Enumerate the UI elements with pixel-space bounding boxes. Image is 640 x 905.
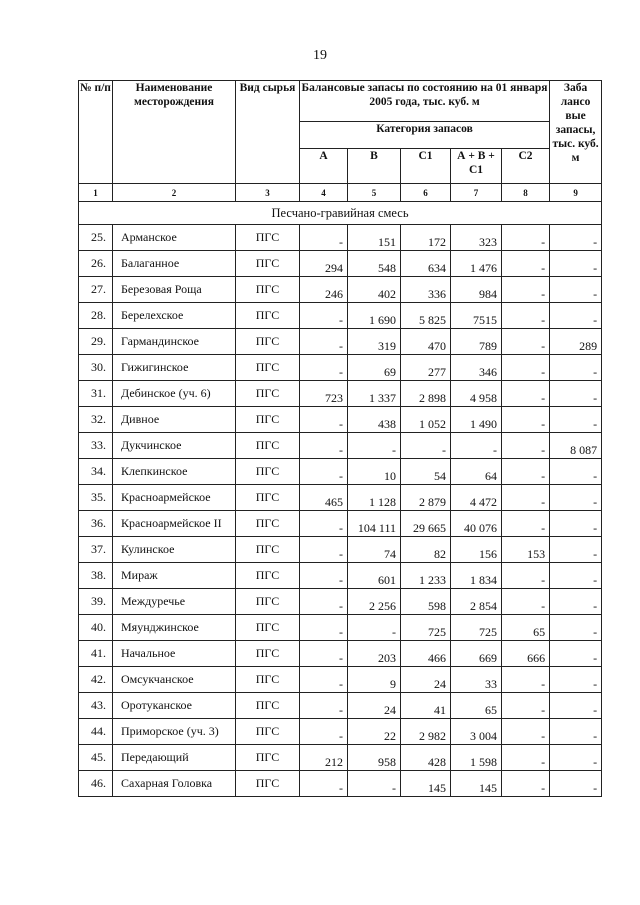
row-number: 36. [79,511,113,537]
deposit-name: Междуречье [113,589,236,615]
row-number: 31. [79,381,113,407]
raw-material-type: ПГС [236,381,300,407]
value-c2: - [502,745,550,771]
value-abc1: 1 490 [451,407,502,433]
table-row [79,771,602,797]
raw-material-type: ПГС [236,511,300,537]
header-num: № п/п [79,81,113,184]
value-b: 402 [348,277,401,303]
value-abc1: 3 004 [451,719,502,745]
value-a: - [300,537,348,563]
raw-material-type: ПГС [236,303,300,329]
value-c2: - [502,329,550,355]
value-c1: 277 [401,355,451,381]
col-number: 2 [113,184,236,202]
value-offbalance: - [550,537,602,563]
value-c1: - [401,433,451,459]
value-abc1: 65 [451,693,502,719]
value-a: - [300,693,348,719]
deposit-name: Красноармейское II [113,511,236,537]
deposits-table [78,80,602,797]
raw-material-type: ПГС [236,277,300,303]
value-c2: - [502,511,550,537]
header-c1: С1 [401,149,451,184]
deposit-name: Сахарная Головка [113,771,236,797]
value-b: 2 256 [348,589,401,615]
value-offbalance: - [550,303,602,329]
value-abc1: 33 [451,667,502,693]
value-a: - [300,771,348,797]
raw-material-type: ПГС [236,589,300,615]
raw-material-type: ПГС [236,459,300,485]
row-number: 27. [79,277,113,303]
value-b: - [348,615,401,641]
row-number: 33. [79,433,113,459]
table-row [79,225,602,251]
value-offbalance: - [550,667,602,693]
row-number: 39. [79,589,113,615]
col-number: 3 [236,184,300,202]
header-name: Наименование месторождения [113,81,236,184]
page-number: 19 [313,48,327,63]
table-row [79,693,602,719]
value-a: - [300,303,348,329]
value-c2: - [502,485,550,511]
value-b: 203 [348,641,401,667]
value-c1: 5 825 [401,303,451,329]
value-offbalance: - [550,225,602,251]
value-c1: 466 [401,641,451,667]
value-abc1: 1 476 [451,251,502,277]
value-c1: 1 052 [401,407,451,433]
raw-material-type: ПГС [236,771,300,797]
value-offbalance: - [550,589,602,615]
section-title: Песчано-гравийная смесь [79,202,602,225]
value-abc1: 789 [451,329,502,355]
value-abc1: 1 834 [451,563,502,589]
value-a: 294 [300,251,348,277]
value-offbalance: - [550,511,602,537]
value-c2: - [502,251,550,277]
deposit-name: Кулинское [113,537,236,563]
value-c2: - [502,303,550,329]
header-a: А [300,149,348,184]
value-b: 1 128 [348,485,401,511]
value-c2: - [502,225,550,251]
col-number: 9 [550,184,602,202]
value-b: - [348,771,401,797]
value-c2: 153 [502,537,550,563]
value-offbalance: - [550,693,602,719]
deposit-name: Омсукчанское [113,667,236,693]
raw-material-type: ПГС [236,667,300,693]
value-c1: 2 982 [401,719,451,745]
value-abc1: 1 598 [451,745,502,771]
value-b: 74 [348,537,401,563]
deposit-name: Берелехское [113,303,236,329]
row-number: 34. [79,459,113,485]
value-abc1: 40 076 [451,511,502,537]
value-abc1: 725 [451,615,502,641]
value-b: 438 [348,407,401,433]
header-offbalance: Заба лансо вые запасы, тыс. куб. м [550,81,602,184]
table-row [79,667,602,693]
value-abc1: 4 958 [451,381,502,407]
value-c2: - [502,277,550,303]
table-row [79,381,602,407]
value-b: 9 [348,667,401,693]
raw-material-type: ПГС [236,641,300,667]
deposit-name: Гармандинское [113,329,236,355]
col-number: 7 [451,184,502,202]
value-c1: 634 [401,251,451,277]
deposit-name: Мяунджинское [113,615,236,641]
value-offbalance: - [550,745,602,771]
value-a: - [300,407,348,433]
deposit-name: Арманское [113,225,236,251]
row-number: 43. [79,693,113,719]
raw-material-type: ПГС [236,563,300,589]
value-b: 22 [348,719,401,745]
deposit-name: Клепкинское [113,459,236,485]
table-row [79,329,602,355]
row-number: 37. [79,537,113,563]
value-abc1: 984 [451,277,502,303]
value-c1: 598 [401,589,451,615]
row-number: 35. [79,485,113,511]
header-balance: Балансовые запасы по состоянию на 01 января 2005 года, тыс. куб. м [300,81,550,122]
table-row [79,485,602,511]
header-category: Категория запасов [300,122,550,149]
deposit-name: Березовая Роща [113,277,236,303]
value-c1: 24 [401,667,451,693]
value-c2: - [502,563,550,589]
deposit-name: Передающий [113,745,236,771]
value-c2: - [502,589,550,615]
row-number: 44. [79,719,113,745]
raw-material-type: ПГС [236,745,300,771]
raw-material-type: ПГС [236,355,300,381]
value-offbalance: 8 087 [550,433,602,459]
value-c1: 54 [401,459,451,485]
value-b: 1 337 [348,381,401,407]
value-offbalance: - [550,641,602,667]
row-number: 32. [79,407,113,433]
raw-material-type: ПГС [236,537,300,563]
raw-material-type: ПГС [236,433,300,459]
value-b: 548 [348,251,401,277]
raw-material-type: ПГС [236,693,300,719]
value-c1: 29 665 [401,511,451,537]
table-row [79,537,602,563]
header-type: Вид сырья [236,81,300,184]
deposit-name: Приморское (уч. 3) [113,719,236,745]
col-number: 6 [401,184,451,202]
value-b: 151 [348,225,401,251]
value-offbalance: - [550,277,602,303]
value-a: 465 [300,485,348,511]
row-number: 41. [79,641,113,667]
value-a: - [300,329,348,355]
table-row [79,303,602,329]
table-row [79,277,602,303]
deposit-name: Балаганное [113,251,236,277]
table-row [79,511,602,537]
value-c2: - [502,667,550,693]
row-number: 42. [79,667,113,693]
table-row [79,641,602,667]
value-offbalance: - [550,251,602,277]
value-abc1: 323 [451,225,502,251]
value-offbalance: - [550,381,602,407]
col-number: 4 [300,184,348,202]
value-offbalance: 289 [550,329,602,355]
deposit-name: Дивное [113,407,236,433]
value-offbalance: - [550,407,602,433]
value-c1: 336 [401,277,451,303]
value-c1: 725 [401,615,451,641]
value-offbalance: - [550,563,602,589]
value-c1: 470 [401,329,451,355]
row-number: 28. [79,303,113,329]
value-b: 1 690 [348,303,401,329]
table-row [79,407,602,433]
deposit-name: Дукчинское [113,433,236,459]
value-a: 246 [300,277,348,303]
header-b: В [348,149,401,184]
value-c2: - [502,771,550,797]
value-c2: 666 [502,641,550,667]
value-b: 24 [348,693,401,719]
raw-material-type: ПГС [236,615,300,641]
value-c1: 172 [401,225,451,251]
value-c2: - [502,407,550,433]
row-number: 46. [79,771,113,797]
value-abc1: - [451,433,502,459]
value-b: 601 [348,563,401,589]
raw-material-type: ПГС [236,485,300,511]
row-number: 26. [79,251,113,277]
value-c1: 2 879 [401,485,451,511]
value-c2: - [502,459,550,485]
value-c2: 65 [502,615,550,641]
table-row [79,355,602,381]
value-offbalance: - [550,459,602,485]
value-b: 958 [348,745,401,771]
deposit-name: Оротуканское [113,693,236,719]
value-abc1: 64 [451,459,502,485]
value-offbalance: - [550,719,602,745]
value-c2: - [502,693,550,719]
deposit-name: Гижигинское [113,355,236,381]
value-c1: 1 233 [401,563,451,589]
value-abc1: 346 [451,355,502,381]
value-offbalance: - [550,615,602,641]
value-abc1: 156 [451,537,502,563]
value-a: - [300,719,348,745]
column-number-row [79,184,602,202]
value-abc1: 145 [451,771,502,797]
raw-material-type: ПГС [236,407,300,433]
deposit-name: Мираж [113,563,236,589]
table-row [79,433,602,459]
value-abc1: 669 [451,641,502,667]
value-a: - [300,615,348,641]
row-number: 40. [79,615,113,641]
value-c1: 41 [401,693,451,719]
value-b: 104 111 [348,511,401,537]
value-a: - [300,667,348,693]
raw-material-type: ПГС [236,719,300,745]
raw-material-type: ПГС [236,329,300,355]
table-row [79,745,602,771]
value-b: 319 [348,329,401,355]
col-number: 5 [348,184,401,202]
value-abc1: 2 854 [451,589,502,615]
row-number: 25. [79,225,113,251]
value-a: - [300,589,348,615]
value-b: 69 [348,355,401,381]
deposit-name: Начальное [113,641,236,667]
table-row [79,251,602,277]
value-c2: - [502,355,550,381]
col-number: 1 [79,184,113,202]
value-a: - [300,225,348,251]
value-a: 723 [300,381,348,407]
table-row [79,719,602,745]
value-a: - [300,641,348,667]
row-number: 29. [79,329,113,355]
value-c2: - [502,719,550,745]
value-c1: 145 [401,771,451,797]
table-row [79,615,602,641]
value-b: - [348,433,401,459]
raw-material-type: ПГС [236,225,300,251]
value-c2: - [502,433,550,459]
value-a: 212 [300,745,348,771]
value-a: - [300,459,348,485]
value-offbalance: - [550,355,602,381]
value-c2: - [502,381,550,407]
row-number: 45. [79,745,113,771]
row-number: 30. [79,355,113,381]
table-row [79,459,602,485]
value-a: - [300,355,348,381]
table-row [79,563,602,589]
value-abc1: 4 472 [451,485,502,511]
value-c1: 2 898 [401,381,451,407]
value-offbalance: - [550,485,602,511]
value-c1: 82 [401,537,451,563]
value-a: - [300,511,348,537]
value-b: 10 [348,459,401,485]
value-abc1: 7515 [451,303,502,329]
value-a: - [300,563,348,589]
value-offbalance: - [550,771,602,797]
value-c1: 428 [401,745,451,771]
deposit-name: Красноармейское [113,485,236,511]
header-abc1: А + В + С1 [451,149,502,184]
raw-material-type: ПГС [236,251,300,277]
header-c2: С2 [502,149,550,184]
row-number: 38. [79,563,113,589]
col-number: 8 [502,184,550,202]
value-a: - [300,433,348,459]
deposit-name: Дебинское (уч. 6) [113,381,236,407]
table-row [79,589,602,615]
